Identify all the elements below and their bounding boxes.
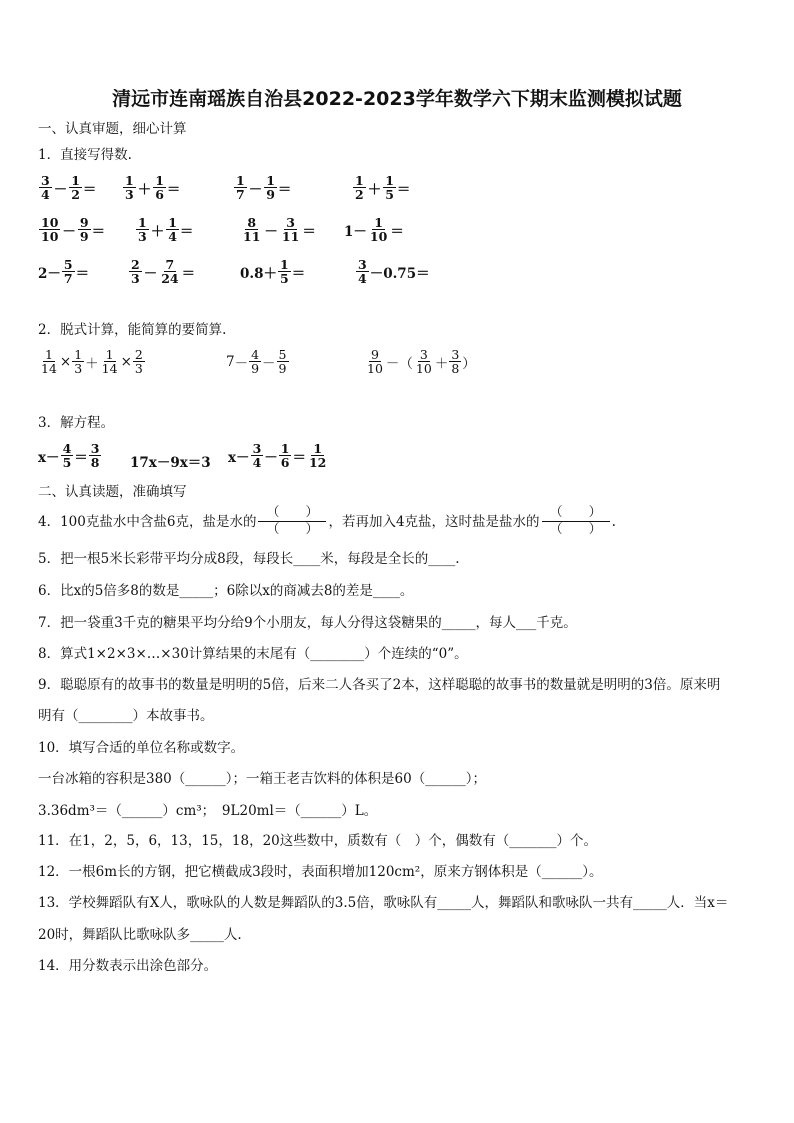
calc-item: 1 7 － 1 9 ＝ bbox=[236, 173, 292, 202]
calc-item: 2－ 5 7 ＝ bbox=[38, 257, 90, 286]
question-9: 9．聪聪原有的故事书的数量是明明的5倍，后来二人各买了2本，这样聪聪的故事书的数量就是明明的3倍。原来明 bbox=[38, 677, 721, 693]
question-12: 12．一根6m长的方钢，把它横截成3段时，表面积增加120cm²，原来方钢体积是（______）。 bbox=[38, 864, 603, 880]
calc-item: 1 3 ＋ 1 6 ＝ bbox=[125, 173, 181, 202]
calc-item: 10 10 － 9 9 ＝ bbox=[41, 215, 106, 244]
step-calc-1: $\frac{1}{14}$ × $\frac{1}{3}$ ＋ $\frac{1}{14}$ × $\frac{2}{3}$ bbox=[41, 347, 143, 376]
section-1-heading: 一、认真审题，细心计算 bbox=[38, 121, 187, 137]
question-8: 8．算式1×2×3×…×30计算结果的末尾有（________）个连续的“0”。 bbox=[38, 646, 468, 662]
equation-2: 17x－9x＝3 bbox=[130, 455, 211, 471]
calc-item: 1 2 ＋ 1 5 ＝ bbox=[355, 173, 411, 202]
question-10a: 一台冰箱的容积是380（______）；一箱王老吉饮料的体积是60（______）； bbox=[38, 771, 486, 787]
question-5: 5．把一根5米长彩带平均分成8段，每段长____米，每段是全长的____. bbox=[38, 551, 460, 567]
equation-3: x－ 3 4 － 1 6 ＝ 1 12 bbox=[228, 441, 327, 470]
question-10: 10．填写合适的单位名称或数字。 bbox=[38, 740, 245, 756]
question-11: 11．在1，2，5，6，13，15，18，20这些数中，质数有（ ）个，偶数有（_______）个。 bbox=[38, 833, 597, 849]
question-6: 6．比x的5倍多8的数是_____；6除以x的商减去8的差是____。 bbox=[38, 583, 414, 599]
calc-item: 0.8＋ 1 5 ＝ bbox=[240, 257, 306, 286]
question-2: 2．脱式计算，能简算的要简算. bbox=[38, 322, 227, 338]
calc-item: 1－ 1 10 ＝ bbox=[344, 215, 404, 244]
question-10b: 3.36dm³＝（______）cm³； 9L20ml＝（______）L。 bbox=[38, 803, 378, 819]
question-3: 3．解方程。 bbox=[38, 415, 115, 431]
question-1: 1．直接写得数. bbox=[38, 147, 132, 163]
page-title: 清远市连南瑶族自治县2022-2023学年数学六下期末监测模拟试题 bbox=[112, 88, 682, 110]
question-7: 7．把一袋重3千克的糖果平均分给9个小朋友，每人分得这袋糖果的_____，每人___千克。 bbox=[38, 615, 577, 631]
question-13-cont: 20时，舞蹈队比歌咏队多_____人. bbox=[38, 927, 242, 943]
question-13: 13．学校舞蹈队有X人，歌咏队的人数是舞蹈队的3.5倍，歌咏队有_____人，舞蹈队和歌咏队一共有_____人．当x＝ bbox=[38, 895, 729, 911]
calc-item: 2 3 － 7 24 ＝ bbox=[131, 257, 196, 286]
calc-item: 3 4 － 1 2 ＝ bbox=[41, 173, 97, 202]
question-4: 4．100克盐水中含盐6克，盐是水的 （ ） （ ） ，若再加入4克盐，这时盐是盐水的 （ ） （ ） . bbox=[38, 505, 616, 537]
section-2-heading: 二、认真读题，准确填写 bbox=[38, 484, 187, 500]
step-calc-3: 9 10 － （ 3 10 ＋ 3 8 ） bbox=[367, 347, 476, 376]
question-9-cont: 明有（________）本故事书。 bbox=[38, 708, 214, 724]
equation-1: x－ 4 5 ＝ 3 8 bbox=[38, 441, 100, 470]
step-calc-2: 7 － 4 9 － 5 9 bbox=[226, 347, 287, 376]
calc-item: 3 4 －0.75＝ bbox=[358, 257, 430, 286]
calc-item: 8 11 － 3 11 ＝ bbox=[243, 215, 316, 244]
calc-item: 1 3 ＋ 1 4 ＝ bbox=[138, 215, 194, 244]
question-14: 14．用分数表示出涂色部分。 bbox=[38, 958, 218, 974]
